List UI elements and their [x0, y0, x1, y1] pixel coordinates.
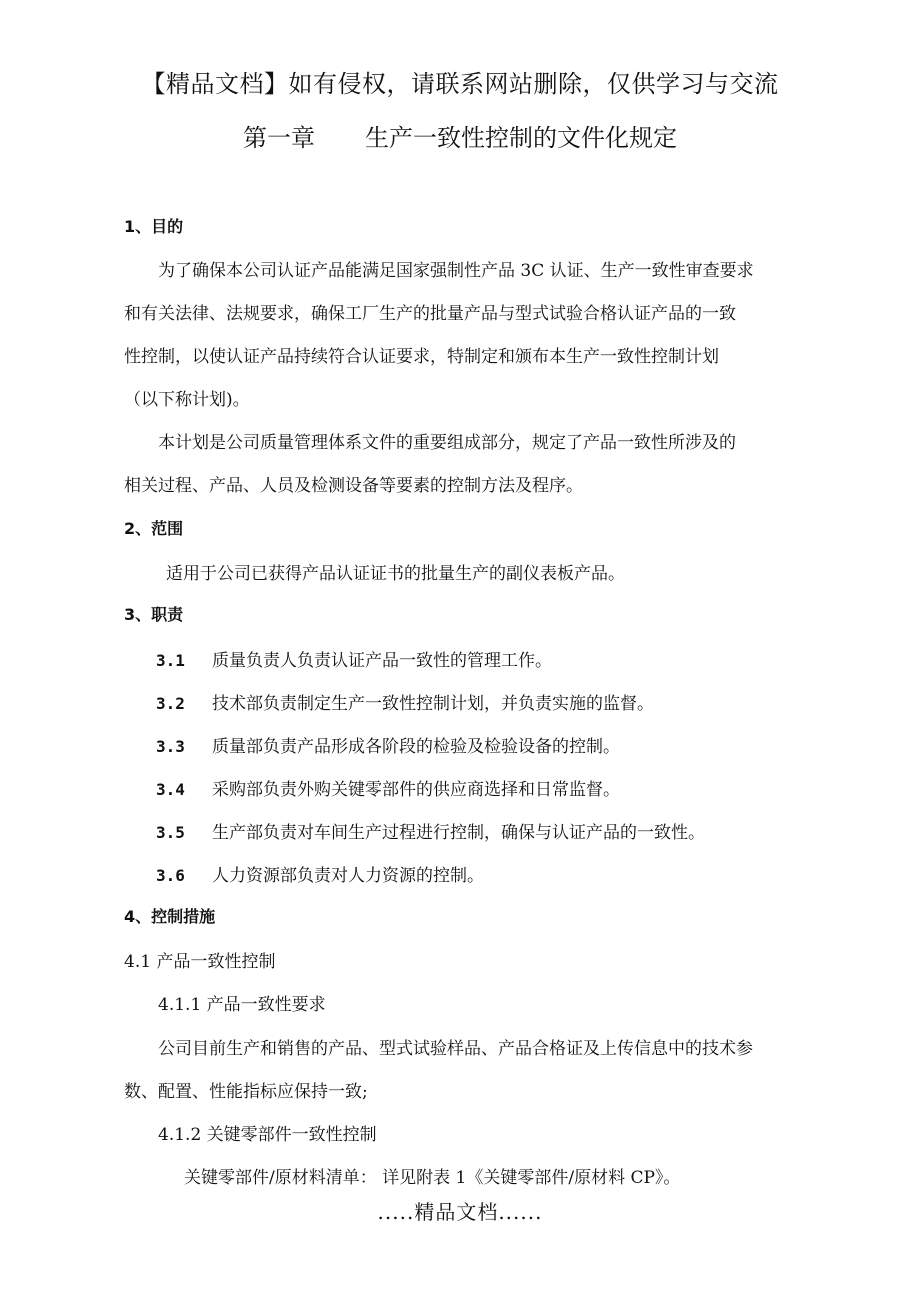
- item-text: 生产部负责对车间生产过程进行控制，确保与认证产品的一致性。: [212, 823, 705, 843]
- responsibility-item: [156, 818, 705, 843]
- chapter-label: 第一章: [243, 124, 315, 152]
- scope-text: 适用于公司已获得产品认证证书的批量生产的副仪表板产品。: [166, 564, 625, 584]
- subsection-heading: 4.1 产品一致性控制: [124, 952, 276, 972]
- section-heading-scope: 2、范围: [124, 519, 184, 538]
- responsibility-item: [156, 732, 620, 757]
- responsibility-item: [156, 646, 552, 671]
- responsibility-item: [156, 689, 654, 714]
- paragraph-line: 数、配置、性能指标应保持一致;: [124, 1082, 368, 1102]
- paragraph-line: 公司目前生产和销售的产品、型式试验样品、产品合格证及上传信息中的技术参: [158, 1039, 753, 1059]
- paragraph-line: 和有关法律、法规要求，确保工厂生产的批量产品与型式试验合格认证产品的一致: [124, 304, 736, 324]
- footer-watermark: .....精品文档......: [377, 1200, 543, 1224]
- section-heading-control-measures: 4、控制措施: [124, 907, 216, 926]
- item-text: 质量负责人负责认证产品一致性的管理工作。: [212, 651, 552, 671]
- parts-list-reference: 关键零部件/原材料清单： 详见附表 1《关键零部件/原材料 CP》。: [184, 1168, 681, 1188]
- chapter-heading: 生产一致性控制的文件化规定: [365, 124, 677, 152]
- paragraph-line: 本计划是公司质量管理体系文件的重要组成部分，规定了产品一致性所涉及的: [158, 433, 736, 453]
- paragraph-line: 为了确保本公司认证产品能满足国家强制性产品 3C 认证、生产一致性审查要求: [158, 261, 754, 281]
- responsibility-item: [156, 861, 484, 886]
- subsection-heading: 4.1.1 产品一致性要求: [158, 995, 326, 1015]
- item-number: 3.2: [156, 694, 185, 713]
- item-text: 质量部负责产品形成各阶段的检验及检验设备的控制。: [212, 737, 620, 757]
- paragraph-line: （以下称计划)。: [124, 390, 250, 410]
- item-text: 人力资源部负责对人力资源的控制。: [212, 866, 484, 886]
- paragraph-line: 性控制，以使认证产品持续符合认证要求，特制定和颁布本生产一致性控制计划: [124, 347, 719, 367]
- item-number: 3.4: [156, 780, 185, 799]
- section-heading-responsibility: 3、职责: [124, 605, 184, 624]
- item-number: 3.1: [156, 651, 185, 670]
- paragraph-line: 相关过程、产品、人员及检测设备等要素的控制方法及程序。: [124, 476, 583, 496]
- item-text: 技术部负责制定生产一致性控制计划，并负责实施的监督。: [212, 694, 654, 714]
- responsibility-item: [156, 775, 620, 800]
- section-heading-purpose: 1、目的: [124, 217, 184, 236]
- item-text: 采购部负责外购关键零部件的供应商选择和日常监督。: [212, 780, 620, 800]
- item-number: 3.3: [156, 737, 185, 756]
- item-number: 3.6: [156, 866, 185, 885]
- chapter-title: [0, 118, 920, 153]
- item-number: 3.5: [156, 823, 185, 842]
- watermark-banner: 【精品文档】如有侵权，请联系网站删除，仅供学习与交流: [141, 70, 779, 98]
- subsection-heading: 4.1.2 关键零部件一致性控制: [158, 1125, 377, 1145]
